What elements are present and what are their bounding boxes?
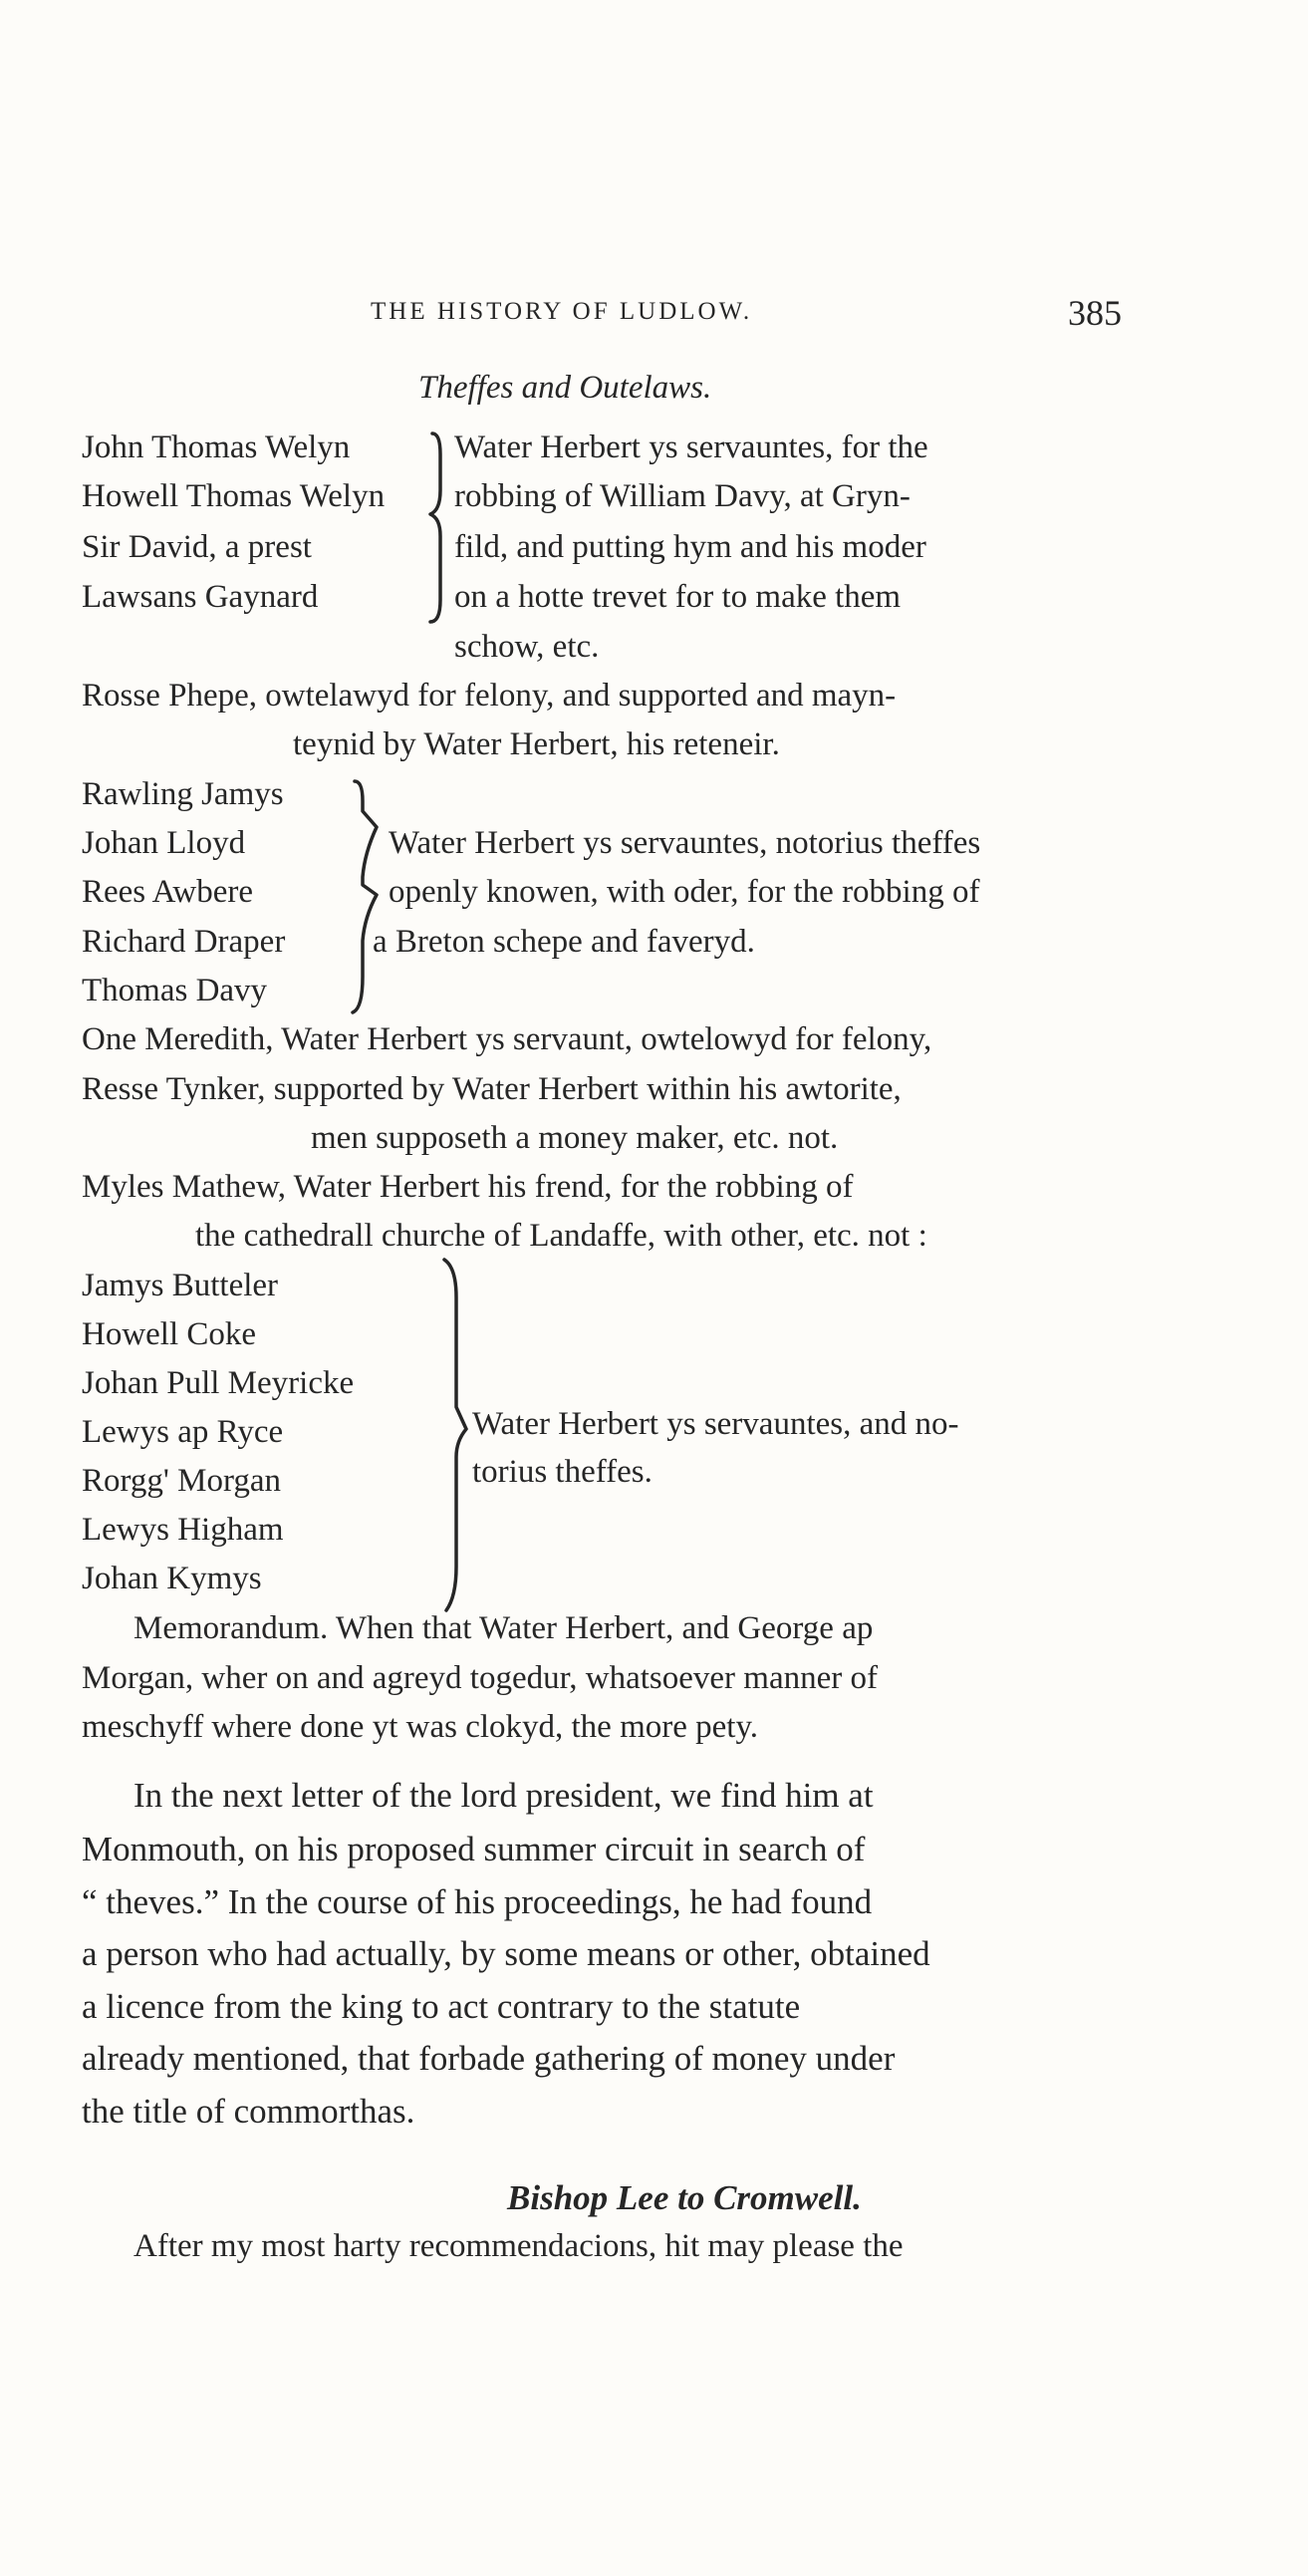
entry-rosse-line: Rosse Phepe, owtelawyd for felony, and supported and mayn- bbox=[82, 678, 897, 714]
letter-title: Bishop Lee to Cromwell. bbox=[507, 2178, 862, 2217]
name-entry: Lawsans Gaynard bbox=[82, 579, 319, 615]
page-number: 385 bbox=[1068, 293, 1122, 333]
name-entry: Johan Pull Meyricke bbox=[82, 1365, 355, 1401]
note-line: on a hotte trevet for to make them bbox=[454, 579, 902, 615]
entry-myles-line: Myles Mathew, Water Herbert his frend, for the robbing of bbox=[82, 1169, 854, 1205]
note-line: Water Herbert ys servauntes, and no- bbox=[472, 1406, 959, 1442]
note-line: torius theffes. bbox=[472, 1454, 653, 1490]
name-entry: Rees Awbere bbox=[82, 874, 253, 910]
running-header-title: THE HISTORY OF LUDLOW. bbox=[371, 298, 753, 325]
letter-first-line: After my most harty recommendacions, hit may please the bbox=[133, 2228, 904, 2264]
name-entry: Howell Thomas Welyn bbox=[82, 478, 386, 514]
paragraph-line: “ theves.” In the course of his proceedings, he had found bbox=[82, 1882, 873, 1921]
name-entry: Rawling Jamys bbox=[82, 776, 284, 812]
paragraph-line: the title of commorthas. bbox=[82, 2092, 415, 2131]
entry-myles-line: the cathedrall churche of Landaffe, with other, etc. not : bbox=[195, 1218, 927, 1254]
entry-resse-line: men supposeth a money maker, etc. not. bbox=[311, 1120, 839, 1156]
name-entry: Richard Draper bbox=[82, 924, 286, 960]
paragraph-line: a licence from the king to act contrary to the statute bbox=[82, 1987, 801, 2026]
paragraph-line: already mentioned, that forbade gathering of money under bbox=[82, 2039, 896, 2078]
note-line: fild, and putting hym and his moder bbox=[454, 529, 926, 565]
paragraph-line: Monmouth, on his proposed summer circuit in search of bbox=[82, 1830, 866, 1868]
note-line: a Breton schepe and faveryd. bbox=[373, 924, 755, 960]
name-entry: Lewys ap Ryce bbox=[82, 1414, 284, 1450]
name-entry: Jamys Butteler bbox=[82, 1268, 279, 1303]
name-entry: Sir David, a prest bbox=[82, 529, 312, 565]
name-entry: John Thomas Welyn bbox=[82, 429, 351, 465]
name-entry: Lewys Higham bbox=[82, 1512, 284, 1548]
paragraph-line: a person who had actually, by some means or other, obtained bbox=[82, 1934, 930, 1973]
entry-meredith: One Meredith, Water Herbert ys servaunt, owtelowyd for felony, bbox=[82, 1021, 932, 1057]
group2-brace bbox=[349, 777, 383, 1018]
memorandum-line: Memorandum. When that Water Herbert, and George ap bbox=[133, 1610, 874, 1646]
entry-resse-line: Resse Tynker, supported by Water Herbert within his awtorite, bbox=[82, 1071, 902, 1107]
name-entry: Rorgg' Morgan bbox=[82, 1463, 281, 1499]
paragraph-line: In the next letter of the lord president, we find him at bbox=[133, 1776, 874, 1815]
section-title: Theffes and Outelaws. bbox=[418, 370, 712, 406]
memorandum-line: Morgan, wher on and agreyd togedur, whatsoever manner of bbox=[82, 1660, 878, 1696]
group1-brace bbox=[426, 430, 448, 626]
name-entry: Thomas Davy bbox=[82, 973, 268, 1008]
note-line: Water Herbert ys servauntes, for the bbox=[454, 429, 928, 465]
group3-brace bbox=[442, 1258, 472, 1612]
name-entry: Johan Kymys bbox=[82, 1561, 262, 1596]
memorandum-line: meschyff where done yt was clokyd, the more pety. bbox=[82, 1709, 759, 1745]
note-line: schow, etc. bbox=[454, 629, 600, 665]
note-line: openly knowen, with oder, for the robbing of bbox=[389, 874, 980, 910]
note-line: Water Herbert ys servauntes, notorius theffes bbox=[389, 825, 981, 861]
entry-rosse-line: teynid by Water Herbert, his reteneir. bbox=[293, 726, 780, 762]
name-entry: Johan Lloyd bbox=[82, 825, 246, 861]
note-line: robbing of William Davy, at Gryn- bbox=[454, 478, 911, 514]
name-entry: Howell Coke bbox=[82, 1316, 257, 1352]
